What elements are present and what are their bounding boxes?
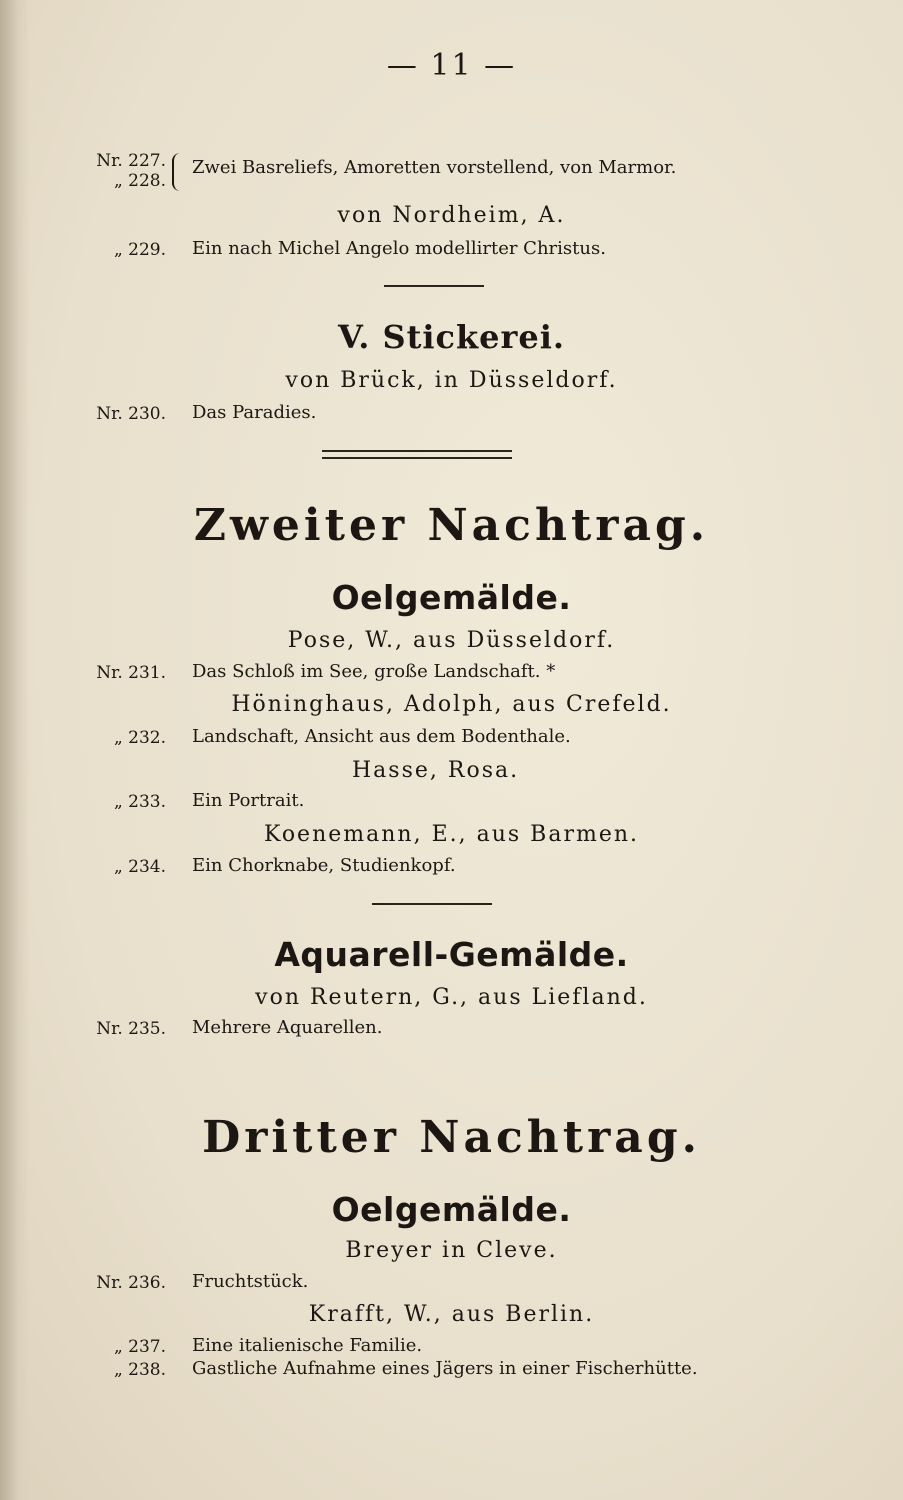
heading-dritter-nachtrag: Dritter Nachtrag. (202, 1112, 701, 1163)
entry-number-230: Nr. 230. (96, 404, 166, 424)
entry-text-227-228: Zwei Basreliefs, Amoretten vorstellend, von Marmor. (192, 157, 677, 178)
artist-koenemann: Koenemann, E., aus Barmen. (263, 822, 640, 847)
entry-number-227: Nr. 227. (96, 151, 166, 171)
entry-text-234: Ein Chorknabe, Studienkopf. (192, 855, 456, 876)
entry-number-233: „ 233. (113, 792, 166, 812)
entry-number-228: „ 228. (113, 171, 166, 191)
heading-zweiter-nachtrag: Zweiter Nachtrag. (193, 500, 710, 551)
entry-text-231: Das Schloß im See, große Landschaft. * (192, 661, 556, 682)
entry-text-237: Eine italienische Familie. (192, 1335, 423, 1356)
entry-number-231: Nr. 231. (96, 663, 166, 683)
entry-number-238: „ 238. (113, 1360, 166, 1380)
subheading-oelgemaelde: Oelgemälde. (331, 578, 572, 617)
brace (172, 153, 182, 191)
entry-number-235: Nr. 235. (96, 1019, 166, 1039)
artist-krafft: Krafft, W., aus Berlin. (308, 1302, 595, 1327)
subheading-aquarell: Aquarell-Gemälde. (274, 935, 629, 974)
entry-text-235: Mehrere Aquarellen. (192, 1017, 383, 1038)
divider-rule (384, 285, 484, 287)
artist-brueck: von Brück, in Düsseldorf. (285, 368, 618, 393)
entry-number-234: „ 234. (113, 857, 166, 877)
entry-text-236: Fruchtstück. (192, 1271, 309, 1292)
page-number: — 11 — (386, 48, 517, 83)
artist-hoeninghaus: Höninghaus, Adolph, aus Crefeld. (231, 692, 672, 717)
artist-hasse: Hasse, Rosa. (352, 758, 520, 783)
entry-number-232: „ 232. (113, 728, 166, 748)
entry-number-229: „ 229. (113, 240, 166, 260)
artist-reutern: von Reutern, G., aus Liefland. (255, 985, 648, 1010)
double-divider-rule (322, 450, 512, 459)
artist-nordheim: von Nordheim, A. (337, 203, 566, 228)
artist-breyer: Breyer in Cleve. (345, 1238, 558, 1263)
subheading-oelgemaelde-2: Oelgemälde. (331, 1190, 572, 1229)
entry-text-233: Ein Portrait. (192, 790, 305, 811)
entry-text-238: Gastliche Aufnahme eines Jägers in einer Fischerhütte. (192, 1358, 698, 1379)
entry-text-232: Landschaft, Ansicht aus dem Bodenthale. (192, 726, 571, 747)
entry-number-236: Nr. 236. (96, 1273, 166, 1293)
entry-number-237: „ 237. (113, 1337, 166, 1357)
section-heading-stickerei: V. Stickerei. (337, 318, 566, 356)
artist-pose: Pose, W., aus Düsseldorf. (287, 628, 616, 653)
entry-text-229: Ein nach Michel Angelo modellirter Christus. (192, 238, 606, 259)
entry-text-230: Das Paradies. (192, 402, 317, 423)
divider-rule (372, 903, 492, 905)
